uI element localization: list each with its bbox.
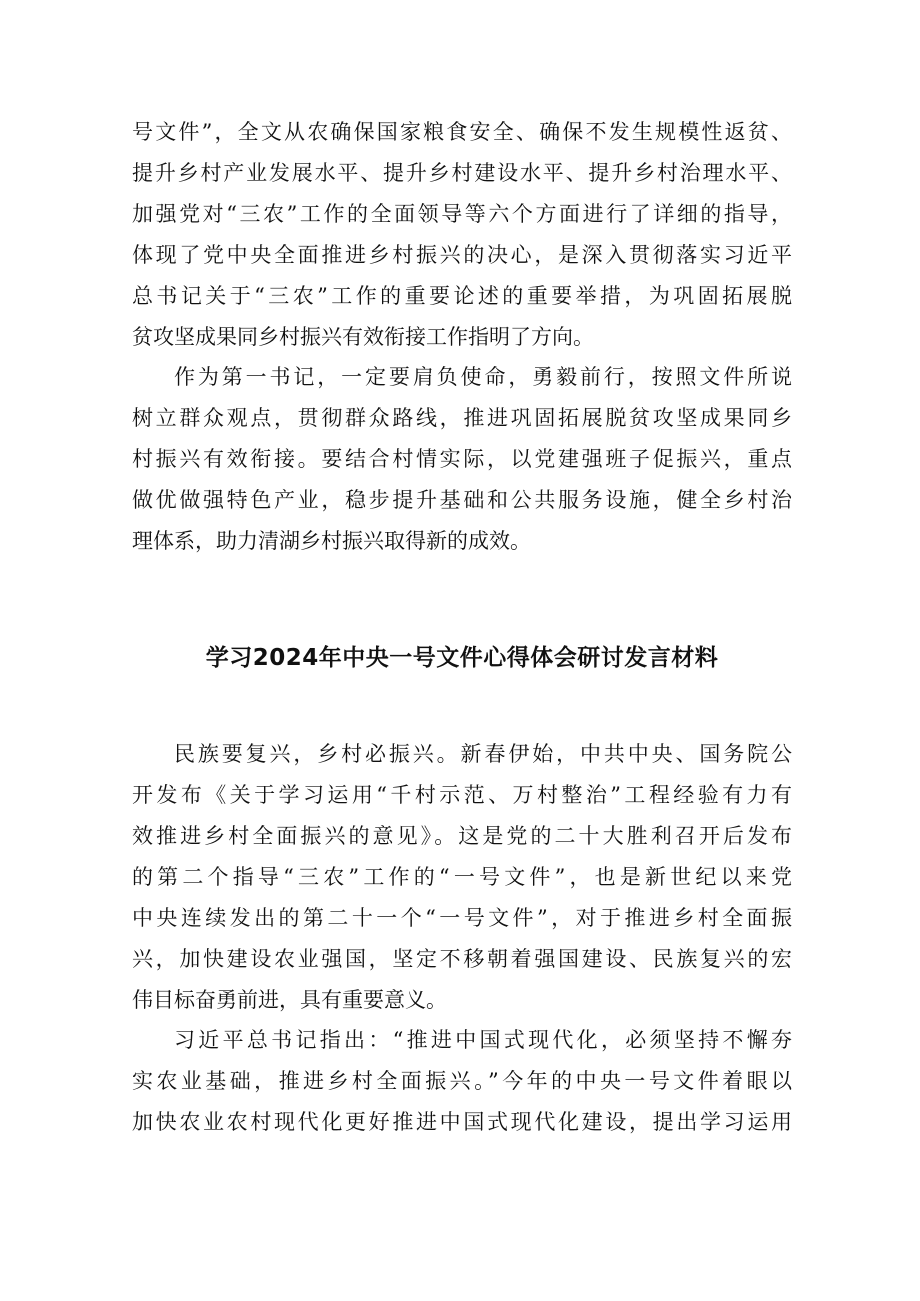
paragraph-2 (132, 357, 792, 562)
paragraph-line: 理体系，助力清湖乡村振兴取得新的成效。 (132, 529, 531, 553)
paragraph-line: 兴，加快建设农业强国，坚定不移朝着强国建设、民族复兴的宏 (132, 947, 792, 971)
paragraph-line: 村振兴有效衔接。要结合村情实际，以党建强班子促振兴，重点 (132, 447, 792, 471)
paragraph-line: 伟目标奋勇前进，具有重要意义。 (132, 988, 447, 1012)
paragraph-line: 开发布《关于学习运用“千村示范、万村整治”工程经验有力有 (132, 783, 792, 807)
paragraph-line: 实农业基础，推进乡村全面振兴。”今年的中央一号文件着眼以 (132, 1069, 792, 1093)
paragraph-1 (132, 112, 792, 358)
paragraph-line: 中央连续发出的第二十一个“一号文件”，对于推进乡村全面振 (132, 906, 792, 930)
paragraph-line: 做优做强特色产业，稳步提升基础和公共服务设施，健全乡村治 (132, 488, 792, 512)
paragraph-line: 民族要复兴，乡村必振兴。新春伊始，中共中央、国务院公 (174, 742, 792, 766)
paragraph-line: 加强党对“三农”工作的全面领导等六个方面进行了详细的指导， (132, 202, 792, 226)
paragraph-4 (132, 1020, 792, 1143)
paragraph-line: 提升乡村产业发展水平、提升乡村建设水平、提升乡村治理水平、 (132, 161, 792, 185)
paragraph-line: 习近平总书记指出：“推进中国式现代化，必须坚持不懈夯 (174, 1028, 792, 1052)
paragraph-line: 贫攻坚成果同乡村振兴有效衔接工作指明了方向。 (132, 325, 594, 349)
paragraph-line: 树立群众观点，贯彻群众路线，推进巩固拓展脱贫攻坚成果同乡 (132, 406, 792, 430)
paragraph-line: 效推进乡村全面振兴的意见》。这是党的二十大胜利召开后发布 (132, 824, 792, 848)
paragraph-line: 作为第一书记，一定要肩负使命，勇毅前行，按照文件所说 (174, 365, 792, 389)
paragraph-line: 加快农业农村现代化更好推进中国式现代化建设，提出学习运用 (132, 1110, 792, 1134)
paragraph-line: 总书记关于“三农”工作的重要论述的重要举措，为巩固拓展脱 (132, 284, 792, 308)
paragraph-line: 体现了党中央全面推进乡村振兴的决心，是深入贯彻落实习近平 (132, 243, 792, 267)
paragraph-line: 的第二个指导“三农”工作的“一号文件”，也是新世纪以来党 (132, 865, 792, 889)
paragraph-3 (132, 734, 792, 1021)
paragraph-line: 号文件”，全文从农确保国家粮食安全、确保不发生规模性返贫、 (132, 120, 792, 144)
section-heading: 学习2024年中央一号文件心得体会研讨发言材料 (205, 645, 719, 671)
